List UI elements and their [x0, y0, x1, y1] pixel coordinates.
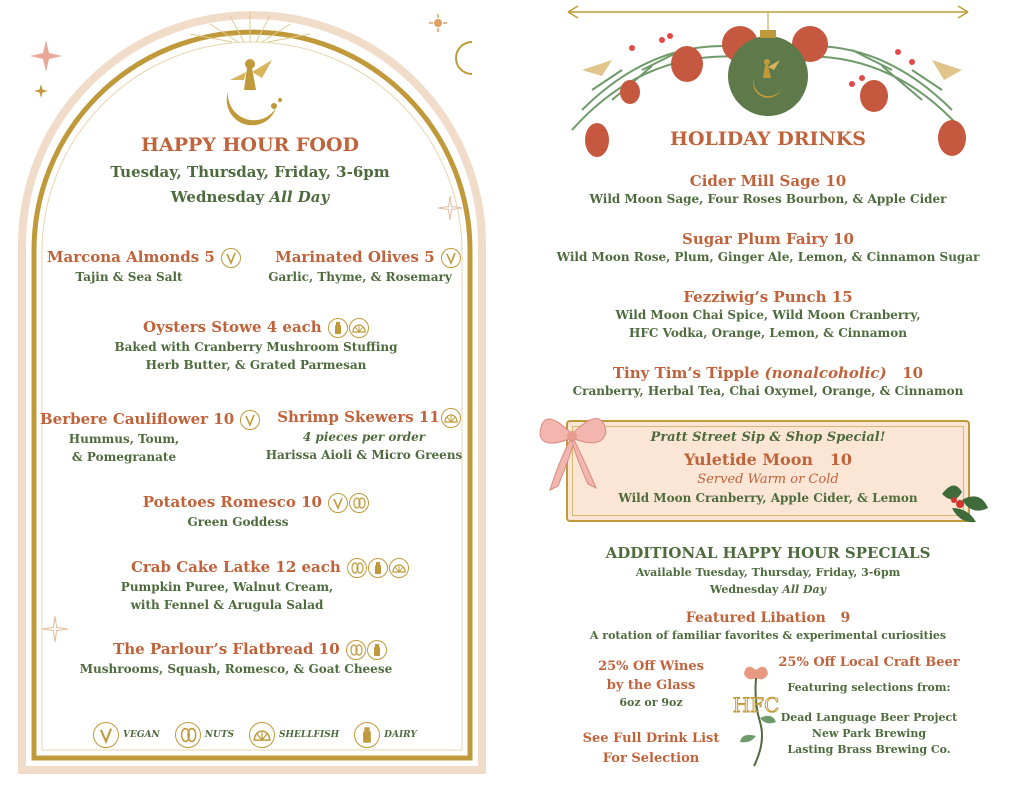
- dairy-icon: [367, 640, 387, 660]
- legend-label-vegan: VEGAN: [123, 730, 160, 740]
- menu-item-desc: Hummus, Toum,: [68, 432, 180, 446]
- sun-rays-icon: [170, 4, 330, 44]
- food-schedule-wednesday: [0, 188, 500, 206]
- vegan-icon: [328, 493, 348, 513]
- menu-item-desc: Herb Butter, & Grated Parmesan: [145, 358, 367, 372]
- craft-beer-special: [774, 655, 964, 758]
- special-header: Pratt Street Sip & Shop Special!: [650, 430, 886, 445]
- wines-line1: 25% Off Wines: [598, 659, 704, 674]
- nuts-icon: [349, 493, 369, 513]
- nuts-icon: [175, 722, 201, 748]
- craft-beer-featuring: Featuring selections from:: [787, 681, 951, 694]
- special-desc: Wild Moon Cranberry, Apple Cider, & Lemon: [618, 491, 918, 505]
- shellfish-icon: [389, 558, 409, 578]
- wines-special: [576, 657, 726, 711]
- full-list-line1: See Full Drink List: [582, 731, 720, 746]
- menu-item-name: Marinated Olives 5: [275, 248, 435, 266]
- nuts-icon: [347, 558, 367, 578]
- menu-item-note: 4 pieces per order: [302, 430, 426, 444]
- menu-item-desc: Garlic, Thyme, & Rosemary: [268, 270, 452, 284]
- menu-item-name: Berbere Cauliflower 10: [40, 410, 235, 428]
- sun-icon: [429, 14, 447, 32]
- menu-item-name: Shrimp Skewers 11: [277, 408, 440, 426]
- legend-label-dairy: DAIRY: [384, 730, 417, 740]
- menu-item-desc: with Fennel & Arugula Salad: [130, 598, 324, 612]
- drink-name: Cider Mill Sage 10: [689, 172, 847, 190]
- menu-item-oysters-stowe: [100, 318, 412, 374]
- hfc-logo-text: HFC: [732, 693, 780, 717]
- wines-sizes: 6oz or 9oz: [619, 696, 683, 709]
- drink-desc: HFC Vodka, Orange, Lemon, & Cinnamon: [629, 326, 907, 340]
- moon-fairy-logo: [214, 50, 290, 126]
- drink-name-note: (nonalcoholic): [764, 364, 887, 382]
- shellfish-icon: [249, 722, 275, 748]
- vegan-icon: [221, 248, 241, 268]
- shellfish-icon: [441, 408, 461, 428]
- food-schedule-weekdays: Tuesday, Thursday, Friday, 3-6pm: [110, 163, 390, 181]
- shellfish-icon: [349, 318, 369, 338]
- menu-item-desc: Mushrooms, Squash, Romesco, & Goat Cheese: [79, 662, 393, 676]
- additional-title: ADDITIONAL HAPPY HOUR SPECIALS: [605, 544, 931, 562]
- additional-schedule-day: Wednesday: [709, 583, 783, 596]
- vegan-icon: [441, 248, 461, 268]
- craft-beer-title: 25% Off Local Craft Beer: [778, 655, 960, 670]
- menu-item-desc: Harissa Aioli & Micro Greens: [265, 448, 463, 462]
- brewery-name: Dead Language Beer Project: [780, 711, 958, 724]
- vegan-icon: [93, 722, 119, 748]
- menu-item-flatbread: [80, 640, 420, 678]
- drink-desc: Cranberry, Herbal Tea, Chai Oxymel, Orange, & Cinnamon: [572, 384, 964, 398]
- nuts-icon: [346, 640, 366, 660]
- brewery-list: [774, 710, 964, 758]
- star-icon: [34, 84, 48, 98]
- star-icon: [28, 38, 64, 74]
- menu-item-marcona-almonds: [44, 248, 244, 286]
- menu-item-desc: Green Goddess: [187, 515, 289, 529]
- dairy-icon: [354, 722, 380, 748]
- menu-item-name: Marcona Almonds 5: [46, 248, 215, 266]
- drinks-title: HOLIDAY DRINKS: [670, 128, 866, 150]
- menu-item-potatoes-romesco: [100, 493, 412, 531]
- special-name: Yuletide Moon 10: [684, 450, 852, 469]
- menu-item-desc: Baked with Cranberry Mushroom Stuffing: [114, 340, 398, 354]
- drink-desc: Wild Moon Sage, Four Roses Bourbon, & Apple Cider: [589, 192, 947, 206]
- additional-schedule-weekdays: Available Tuesday, Thursday, Friday, 3-6pm: [635, 566, 901, 579]
- brewery-name: Lasting Brass Brewing Co.: [787, 743, 951, 756]
- allergen-legend: [92, 722, 432, 748]
- drink-name: Sugar Plum Fairy 10: [681, 230, 854, 248]
- wines-line2: by the Glass: [606, 678, 696, 693]
- drink-desc: Wild Moon Rose, Plum, Ginger Ale, Lemon, & Cinnamon Sugar: [556, 250, 980, 264]
- dairy-icon: [328, 318, 348, 338]
- brewery-name: New Park Brewing: [811, 727, 927, 740]
- dairy-icon: [368, 558, 388, 578]
- additional-schedule-wednesday: [512, 583, 1024, 596]
- sparkle-icon: [42, 616, 68, 642]
- drinks-panel: [512, 0, 1024, 791]
- menu-item-marinated-olives: [268, 248, 468, 286]
- menu-item-name: Potatoes Romesco 10: [142, 493, 322, 511]
- menu-item-berbere-cauliflower: [40, 410, 264, 466]
- drink-name: Tiny Tim’s Tipple: [612, 364, 765, 382]
- crescent-moon-icon: [446, 38, 486, 78]
- additional-schedule-allday: All Day: [782, 583, 827, 596]
- drink-item-sugar-plum-fairy: [512, 230, 1024, 266]
- food-schedule-allday: All Day: [269, 188, 330, 206]
- menu-item-desc: & Pomegranate: [71, 450, 177, 464]
- menu-item-desc: Pumpkin Puree, Walnut Cream,: [120, 580, 334, 594]
- menu-item-shrimp-skewers: [266, 408, 472, 464]
- drink-desc: Wild Moon Chai Spice, Wild Moon Cranberry,: [615, 308, 921, 322]
- menu-item-name: Oysters Stowe 4 each: [143, 318, 322, 336]
- drink-price: 10: [886, 364, 924, 382]
- legend-label-nuts: NUTS: [204, 730, 235, 740]
- libation-desc: A rotation of familiar favorites & experimental curiosities: [589, 629, 947, 642]
- full-list-line2: For Selection: [602, 751, 700, 766]
- menu-item-name: Crab Cake Latke 12 each: [130, 558, 341, 576]
- food-schedule-day: Wednesday: [170, 188, 270, 206]
- full-drink-list: [576, 729, 726, 769]
- drink-item-cider-mill-sage: [512, 172, 1024, 208]
- menu-item-desc: Tajin & Sea Salt: [75, 270, 183, 284]
- menu-item-name: The Parlour’s Flatbread 10: [113, 640, 340, 658]
- food-title: HAPPY HOUR FOOD: [141, 134, 359, 156]
- drink-item-fezziwigs-punch: [512, 288, 1024, 342]
- special-note: Served Warm or Cold: [697, 472, 839, 487]
- legend-label-shellfish: SHELLFISH: [279, 730, 340, 740]
- menu-item-crab-cake-latke: [100, 558, 440, 614]
- libation-title: Featured Libation 9: [685, 610, 851, 626]
- drink-item-tiny-tims-tipple: [512, 364, 1024, 400]
- ornament-fairy-logo: [746, 54, 790, 98]
- drink-name: Fezziwig’s Punch 15: [683, 288, 853, 306]
- vegan-icon: [240, 410, 260, 430]
